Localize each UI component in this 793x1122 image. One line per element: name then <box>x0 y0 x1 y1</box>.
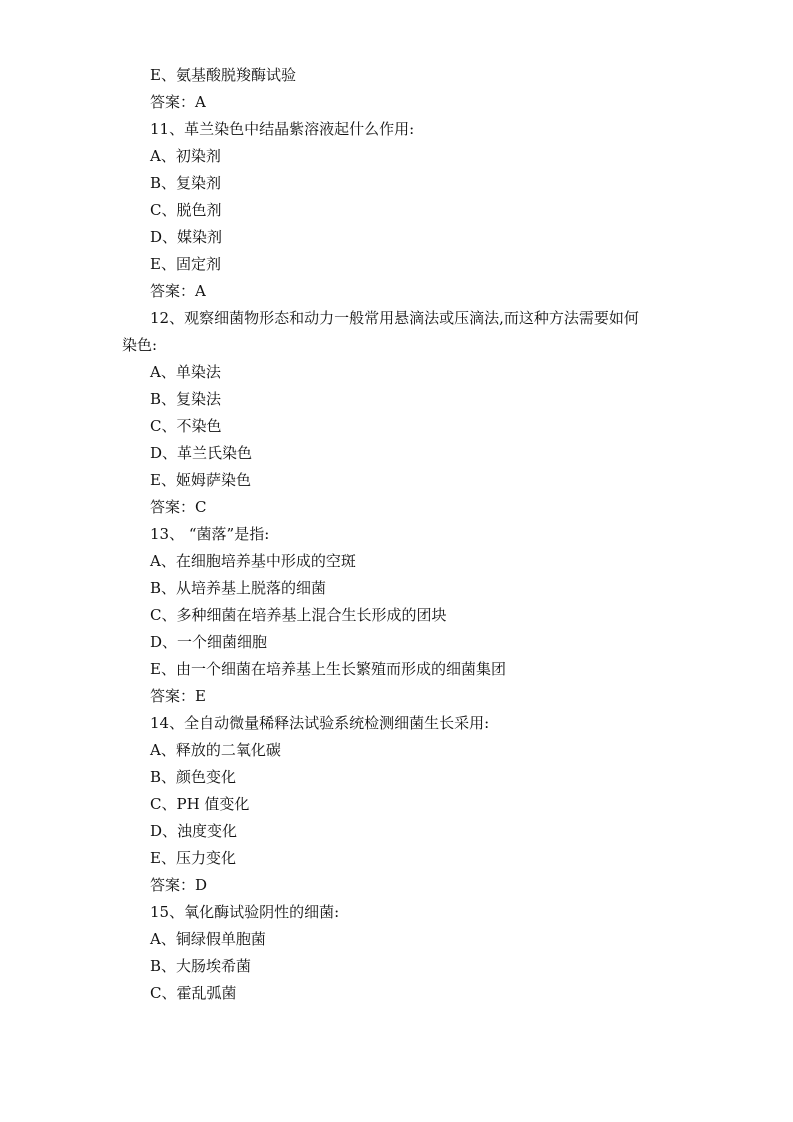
option-line: C、不染色 <box>150 417 222 435</box>
option-line: D、革兰氏染色 <box>150 444 253 462</box>
option-line: D、浊度变化 <box>150 822 238 840</box>
option-line: B、复染法 <box>150 390 222 408</box>
question-line: 11、革兰染色中结晶紫溶液起什么作用: <box>150 120 415 138</box>
option-line: E、由一个细菌在培养基上生长繁殖而形成的细菌集团 <box>150 660 506 678</box>
option-line: B、复染剂 <box>150 174 222 192</box>
option-line: A、单染法 <box>150 363 221 381</box>
answer-line: 答案：C <box>150 498 207 516</box>
option-line: B、大肠埃希菌 <box>150 957 252 975</box>
answer-line: 答案：E <box>150 687 206 705</box>
question-line-continuation: 染色: <box>122 336 158 354</box>
option-line: D、一个细菌细胞 <box>150 633 268 651</box>
question-line: 12、观察细菌物形态和动力一般常用悬滴法或压滴法,而这种方法需要如何 <box>150 309 639 327</box>
option-line: E、氨基酸脱羧酶试验 <box>150 66 296 84</box>
option-line: E、姬姆萨染色 <box>150 471 251 489</box>
option-line: C、PH 值变化 <box>150 795 250 813</box>
option-line: E、固定剂 <box>150 255 221 273</box>
question-line: 15、氧化酶试验阴性的细菌: <box>150 903 340 921</box>
option-line: A、释放的二氧化碳 <box>150 741 281 759</box>
option-line: A、铜绿假单胞菌 <box>150 930 266 948</box>
option-line: E、压力变化 <box>150 849 236 867</box>
option-line: A、在细胞培养基中形成的空斑 <box>150 552 356 570</box>
option-line: C、多种细菌在培养基上混合生长形成的团块 <box>150 606 447 624</box>
option-line: C、脱色剂 <box>150 201 222 219</box>
answer-line: 答案：D <box>150 876 208 894</box>
question-line: 14、全自动微量稀释法试验系统检测细菌生长采用: <box>150 714 490 732</box>
answer-line: 答案：A <box>150 282 206 300</box>
option-line: D、媒染剂 <box>150 228 223 246</box>
answer-line: 答案：A <box>150 93 206 111</box>
option-line: B、颜色变化 <box>150 768 237 786</box>
option-line: A、初染剂 <box>150 147 221 165</box>
option-line: B、从培养基上脱落的细菌 <box>150 579 327 597</box>
option-line: C、霍乱弧菌 <box>150 984 237 1002</box>
question-line: 13、 “菌落”是指: <box>150 525 270 543</box>
